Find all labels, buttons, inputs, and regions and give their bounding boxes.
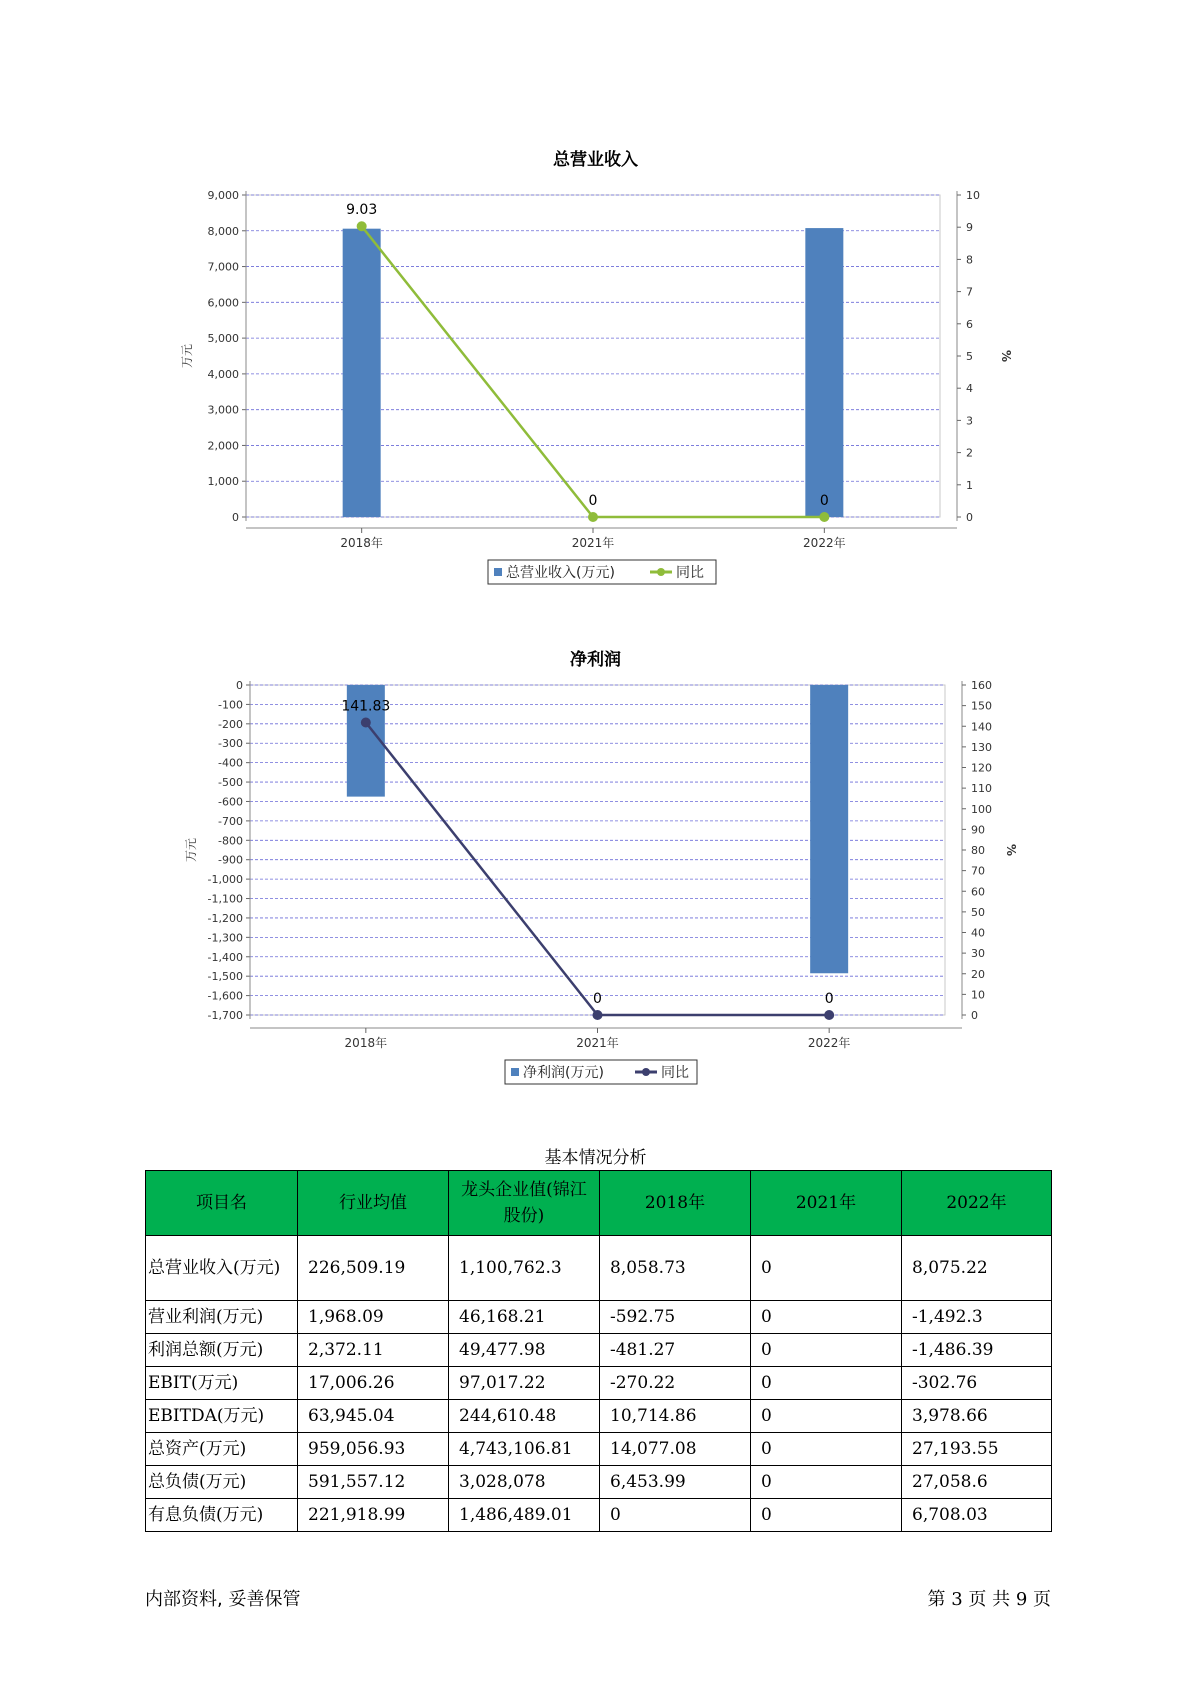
table-cell: 591,557.12 [298, 1466, 449, 1499]
table-row [146, 1367, 1052, 1400]
table-row [146, 1400, 1052, 1433]
y2-tick-label: 140 [971, 720, 992, 734]
legend-line-marker [657, 568, 665, 576]
row-label: 有息负债(万元) [146, 1499, 298, 1532]
header-leader-value: 龙头企业值(锦江股份) [449, 1171, 600, 1236]
header-industry-average: 行业均值 [298, 1171, 449, 1236]
bar [810, 685, 848, 973]
y-tick-label: 9,000 [207, 189, 239, 202]
table-cell: 17,006.26 [298, 1367, 449, 1400]
table-cell: 221,918.99 [298, 1499, 449, 1532]
line-point [361, 717, 371, 727]
table-cell: 0 [751, 1301, 902, 1334]
x-tick-label: 2018年 [344, 1036, 388, 1050]
table-row [146, 1236, 1052, 1301]
table-row [146, 1466, 1052, 1499]
line-point [593, 1010, 603, 1020]
y-tick-label: 2,000 [207, 439, 239, 453]
y-tick-label: -1,500 [207, 970, 243, 984]
table-cell: -1,486.39 [902, 1334, 1052, 1367]
table-cell: 0 [751, 1367, 902, 1400]
table-row [146, 1433, 1052, 1466]
y2-tick-label: 4 [966, 382, 973, 396]
table-cell: 226,509.19 [298, 1236, 449, 1301]
table-cell: 6,708.03 [902, 1499, 1052, 1532]
y-tick-label: -100 [218, 698, 243, 712]
header-item-name: 项目名 [146, 1171, 298, 1236]
y-tick-label: 6,000 [207, 296, 239, 310]
y-tick-label: 5,000 [207, 332, 239, 346]
x-tick-label: 2021年 [571, 536, 615, 550]
row-label: 总营业收入(万元) [146, 1236, 298, 1301]
table-cell: -592.75 [600, 1301, 751, 1334]
table-cell: 3,028,078 [449, 1466, 600, 1499]
legend-bar-swatch [494, 568, 502, 576]
table-row [146, 1499, 1052, 1532]
chart1-title: 总营业收入 [553, 150, 638, 170]
y2-tick-label: 100 [971, 802, 992, 816]
y2-tick-label: 120 [971, 761, 992, 775]
row-label: 营业利润(万元) [146, 1301, 298, 1334]
y-tick-label: 8,000 [207, 224, 239, 238]
table-cell: -1,492.3 [902, 1301, 1052, 1334]
y-tick-label: -1,400 [207, 950, 243, 964]
table-cell: 2,372.11 [298, 1334, 449, 1367]
y2-tick-label: 5 [966, 350, 973, 363]
series-line [366, 722, 829, 1015]
table-cell: 6,453.99 [600, 1466, 751, 1499]
y2-tick-label: 80 [971, 844, 985, 857]
data-label: 141.83 [341, 698, 391, 715]
y2-tick-label: 3 [966, 414, 973, 428]
y-tick-label: 7,000 [207, 260, 239, 274]
series-line [362, 226, 825, 517]
y-tick-label: -900 [218, 853, 243, 867]
legend-bar-label: 总营业收入(万元) [506, 565, 615, 581]
y2-tick-label: 9 [966, 221, 973, 235]
header-2022: 2022年 [902, 1171, 1052, 1236]
y-tick-label: -800 [218, 834, 243, 848]
table-cell: 1,968.09 [298, 1301, 449, 1334]
table-header-row [146, 1171, 1052, 1236]
legend-bar-swatch [511, 1068, 519, 1076]
y2-tick-label: 7 [966, 285, 973, 299]
y-tick-label: -1,700 [207, 1009, 243, 1022]
row-label: 利润总额(万元) [146, 1334, 298, 1367]
y-tick-label: -400 [218, 756, 243, 770]
table-cell: 4,743,106.81 [449, 1433, 600, 1466]
table-cell: 1,100,762.3 [449, 1236, 600, 1301]
y2-tick-label: 70 [971, 864, 985, 878]
y2-axis-title: % [1004, 843, 1018, 857]
y-tick-label: 3,000 [207, 403, 239, 417]
y-tick-label: -600 [218, 795, 243, 809]
y-axis-title: 万元 [184, 837, 198, 863]
y2-tick-label: 40 [971, 926, 985, 940]
y-tick-label: -200 [218, 717, 243, 731]
y-axis-title: 万元 [180, 343, 194, 369]
y-tick-label: 1,000 [207, 475, 239, 489]
data-label: 0 [593, 991, 602, 1007]
x-tick-label: 2022年 [803, 536, 846, 550]
y2-tick-label: 10 [971, 988, 985, 1002]
bar [805, 228, 843, 517]
y2-tick-label: 90 [971, 823, 985, 837]
table-cell: 0 [751, 1433, 902, 1466]
row-label: 总资产(万元) [146, 1433, 298, 1466]
y2-tick-label: 10 [966, 189, 980, 202]
footer-confidential-note: 内部资料, 妥善保管 [145, 1589, 301, 1610]
table-cell: 959,056.93 [298, 1433, 449, 1466]
y-tick-label: 0 [236, 679, 243, 692]
y2-tick-label: 8 [966, 253, 973, 267]
y-tick-label: -1,100 [207, 892, 243, 906]
y-tick-label: -1,300 [207, 931, 243, 945]
table-cell: 27,193.55 [902, 1433, 1052, 1466]
basic-analysis-table [145, 1170, 1052, 1532]
y2-tick-label: 20 [971, 967, 985, 981]
y-tick-label: -300 [218, 737, 243, 751]
row-label: EBITDA(万元) [146, 1400, 298, 1433]
header-2018: 2018年 [600, 1171, 751, 1236]
line-point [824, 1010, 834, 1020]
table-caption: 基本情况分析 [544, 1148, 647, 1168]
table-cell: 46,168.21 [449, 1301, 600, 1334]
y2-tick-label: 130 [971, 740, 992, 754]
data-label: 0 [824, 991, 834, 1007]
line-point [819, 512, 829, 522]
table-cell: 1,486,489.01 [449, 1499, 600, 1532]
chart-net-profit [0, 670, 1191, 1100]
row-label: 总负债(万元) [146, 1466, 298, 1499]
data-label: 0 [588, 493, 598, 509]
y2-tick-label: 50 [971, 905, 985, 919]
y2-tick-label: 2 [966, 446, 973, 460]
table-cell: 49,477.98 [449, 1334, 600, 1367]
y2-tick-label: 1 [966, 478, 973, 492]
table-cell: -481.27 [600, 1334, 751, 1367]
y2-tick-label: 110 [971, 782, 992, 796]
header-2021: 2021年 [751, 1171, 902, 1236]
chart2-title: 净利润 [570, 650, 621, 670]
table-cell: 10,714.86 [600, 1400, 751, 1433]
y-tick-label: -700 [218, 814, 243, 828]
legend-line-label: 同比 [661, 1065, 689, 1081]
legend-line-label: 同比 [676, 565, 704, 581]
bar [343, 229, 381, 517]
table-cell: 14,077.08 [600, 1433, 751, 1466]
table-cell: -270.22 [600, 1367, 751, 1400]
legend-bar-label: 净利润(万元) [523, 1065, 604, 1081]
y-tick-label: -1,200 [207, 911, 243, 925]
y2-tick-label: 160 [971, 679, 992, 692]
y-tick-label: 4,000 [207, 367, 239, 381]
table-row [146, 1334, 1052, 1367]
table-cell: 8,075.22 [902, 1236, 1052, 1301]
table-cell: -302.76 [902, 1367, 1052, 1400]
table-cell: 27,058.6 [902, 1466, 1052, 1499]
row-label: EBIT(万元) [146, 1367, 298, 1400]
table-cell: 8,058.73 [600, 1236, 751, 1301]
y-tick-label: -1,000 [207, 873, 243, 887]
table-cell: 3,978.66 [902, 1400, 1052, 1433]
y2-tick-label: 60 [971, 885, 985, 899]
table-cell: 0 [751, 1400, 902, 1433]
table-cell: 0 [751, 1466, 902, 1499]
table-cell: 0 [751, 1334, 902, 1367]
table-cell: 63,945.04 [298, 1400, 449, 1433]
y2-tick-label: 0 [966, 511, 973, 524]
x-tick-label: 2022年 [807, 1036, 851, 1050]
y2-tick-label: 30 [971, 947, 985, 961]
table-cell: 0 [751, 1499, 902, 1532]
y2-axis-title: % [999, 349, 1013, 363]
table-cell: 97,017.22 [449, 1367, 600, 1400]
table-cell: 0 [751, 1236, 902, 1301]
y2-tick-label: 6 [966, 317, 973, 331]
legend-line-marker [642, 1068, 650, 1076]
table-cell: 244,610.48 [449, 1400, 600, 1433]
table-row [146, 1301, 1052, 1334]
data-label: 0 [819, 493, 829, 509]
chart-revenue [0, 170, 1191, 590]
footer-page-number: 第 3 页 共 9 页 [927, 1589, 1051, 1610]
x-tick-label: 2021年 [576, 1036, 619, 1050]
table-cell: 0 [600, 1499, 751, 1532]
data-label: 9.03 [346, 202, 378, 219]
y2-tick-label: 0 [971, 1009, 978, 1022]
line-point [588, 512, 598, 522]
y2-tick-label: 150 [971, 699, 992, 713]
y-tick-label: 0 [232, 511, 239, 524]
line-point [357, 221, 367, 231]
y-tick-label: -1,600 [207, 989, 243, 1003]
y-tick-label: -500 [218, 776, 243, 790]
x-tick-label: 2018年 [340, 536, 383, 550]
